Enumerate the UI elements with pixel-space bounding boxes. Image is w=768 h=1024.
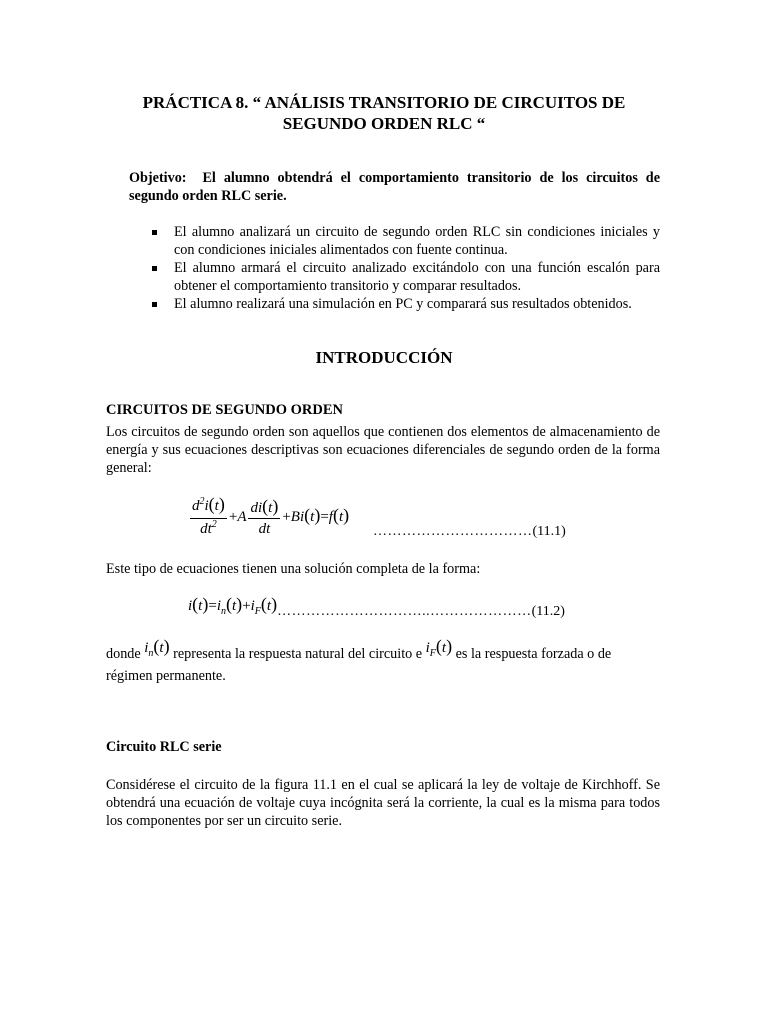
intro-heading: INTRODUCCIÓN [315, 348, 453, 367]
objective-label: Objetivo: [129, 170, 187, 186]
equation-11-1: $\frac{d^2i(t)}{dt^2}$ +A $\frac{di(t)}{dt}$ +Bi(t)=f(t) [188, 494, 349, 541]
section-heading-second-order: CIRCUITOS DE SEGUNDO ORDEN [106, 402, 344, 418]
objectives-list [152, 223, 660, 313]
title-line-1: PRÁCTICA 8. “ ANÁLISIS TRANSITORIO DE CIRCUITOS DE [142, 93, 626, 112]
objective-text: El alumno obtendrá el comportamiento transitorio de los circuitos de segundo orden RLC serie. [129, 170, 660, 204]
first-derivative-fraction: $\frac{di(t)}{dt}$ [250, 496, 279, 537]
section1-paragraph-2: Este tipo de ecuaciones tienen una solución completa de la forma: [106, 561, 481, 577]
bullet-icon [152, 302, 157, 307]
section1-paragraph: Los circuitos de segundo orden son aquellos que contienen dos elementos de almacenamiento de energía y sus ecuaciones descriptivas son ecuaciones diferenciales de segundo orden de la forma general: [106, 424, 660, 476]
list-item: El alumno analizará un circuito de segundo orden RLC sin condiciones iniciales y con condiciones iniciales alimentados con fuente continua. [152, 223, 660, 259]
forced-response-symbol: $i_F(t)$ [425, 636, 453, 659]
equation-number: (11.2) [531, 604, 565, 619]
natural-response-symbol: $i_n(t)$ [144, 636, 170, 659]
objective-paragraph [129, 169, 660, 205]
section2-paragraph: Considérese el circuito de la figura 11.1 en el cual se aplicará la ley de voltaje de Kirchhoff. Se obtendrá una ecuación de voltaje cuya incógnita será la corriente, la cual es la misma para todos los componentes por ser un circuito serie. [106, 777, 660, 829]
list-item: El alumno armará el circuito analizado excitándolo con una función escalón para obtener el comportamiento transitorio y comparar resultados. [152, 259, 660, 295]
equation-number: (11.1) [532, 524, 566, 539]
bullet-icon [152, 266, 157, 271]
natural-forced-sentence: donde $i_n(t)$ representa la respuesta natural del circuito e $i_F(t)$ es la respuesta forzada o de [106, 636, 612, 662]
bullet-icon [152, 230, 157, 235]
section-heading-rlc-series: Circuito RLC serie [106, 739, 222, 755]
list-item: El alumno realizará una simulación en PC y comparará sus resultados obtenidos. [152, 295, 660, 313]
natural-forced-sentence-line-2: régimen permanente. [106, 668, 226, 684]
document-title [108, 92, 660, 134]
equation-11-2: $i(t)=i_n(t)+i_F(t)\dots\dots\dots\dots\dots\dots\dots\dots\dots\dots..\dots\dots\dots\dots\dots\dots\dots(11.2)$ [188, 594, 565, 619]
second-derivative-fraction: $\frac{d^2i(t)}{dt^2}$ [192, 494, 225, 537]
title-line-2: SEGUNDO ORDEN RLC “ [282, 114, 486, 133]
equation-11-1-leader: ……………………………(11.1) [373, 524, 566, 539]
